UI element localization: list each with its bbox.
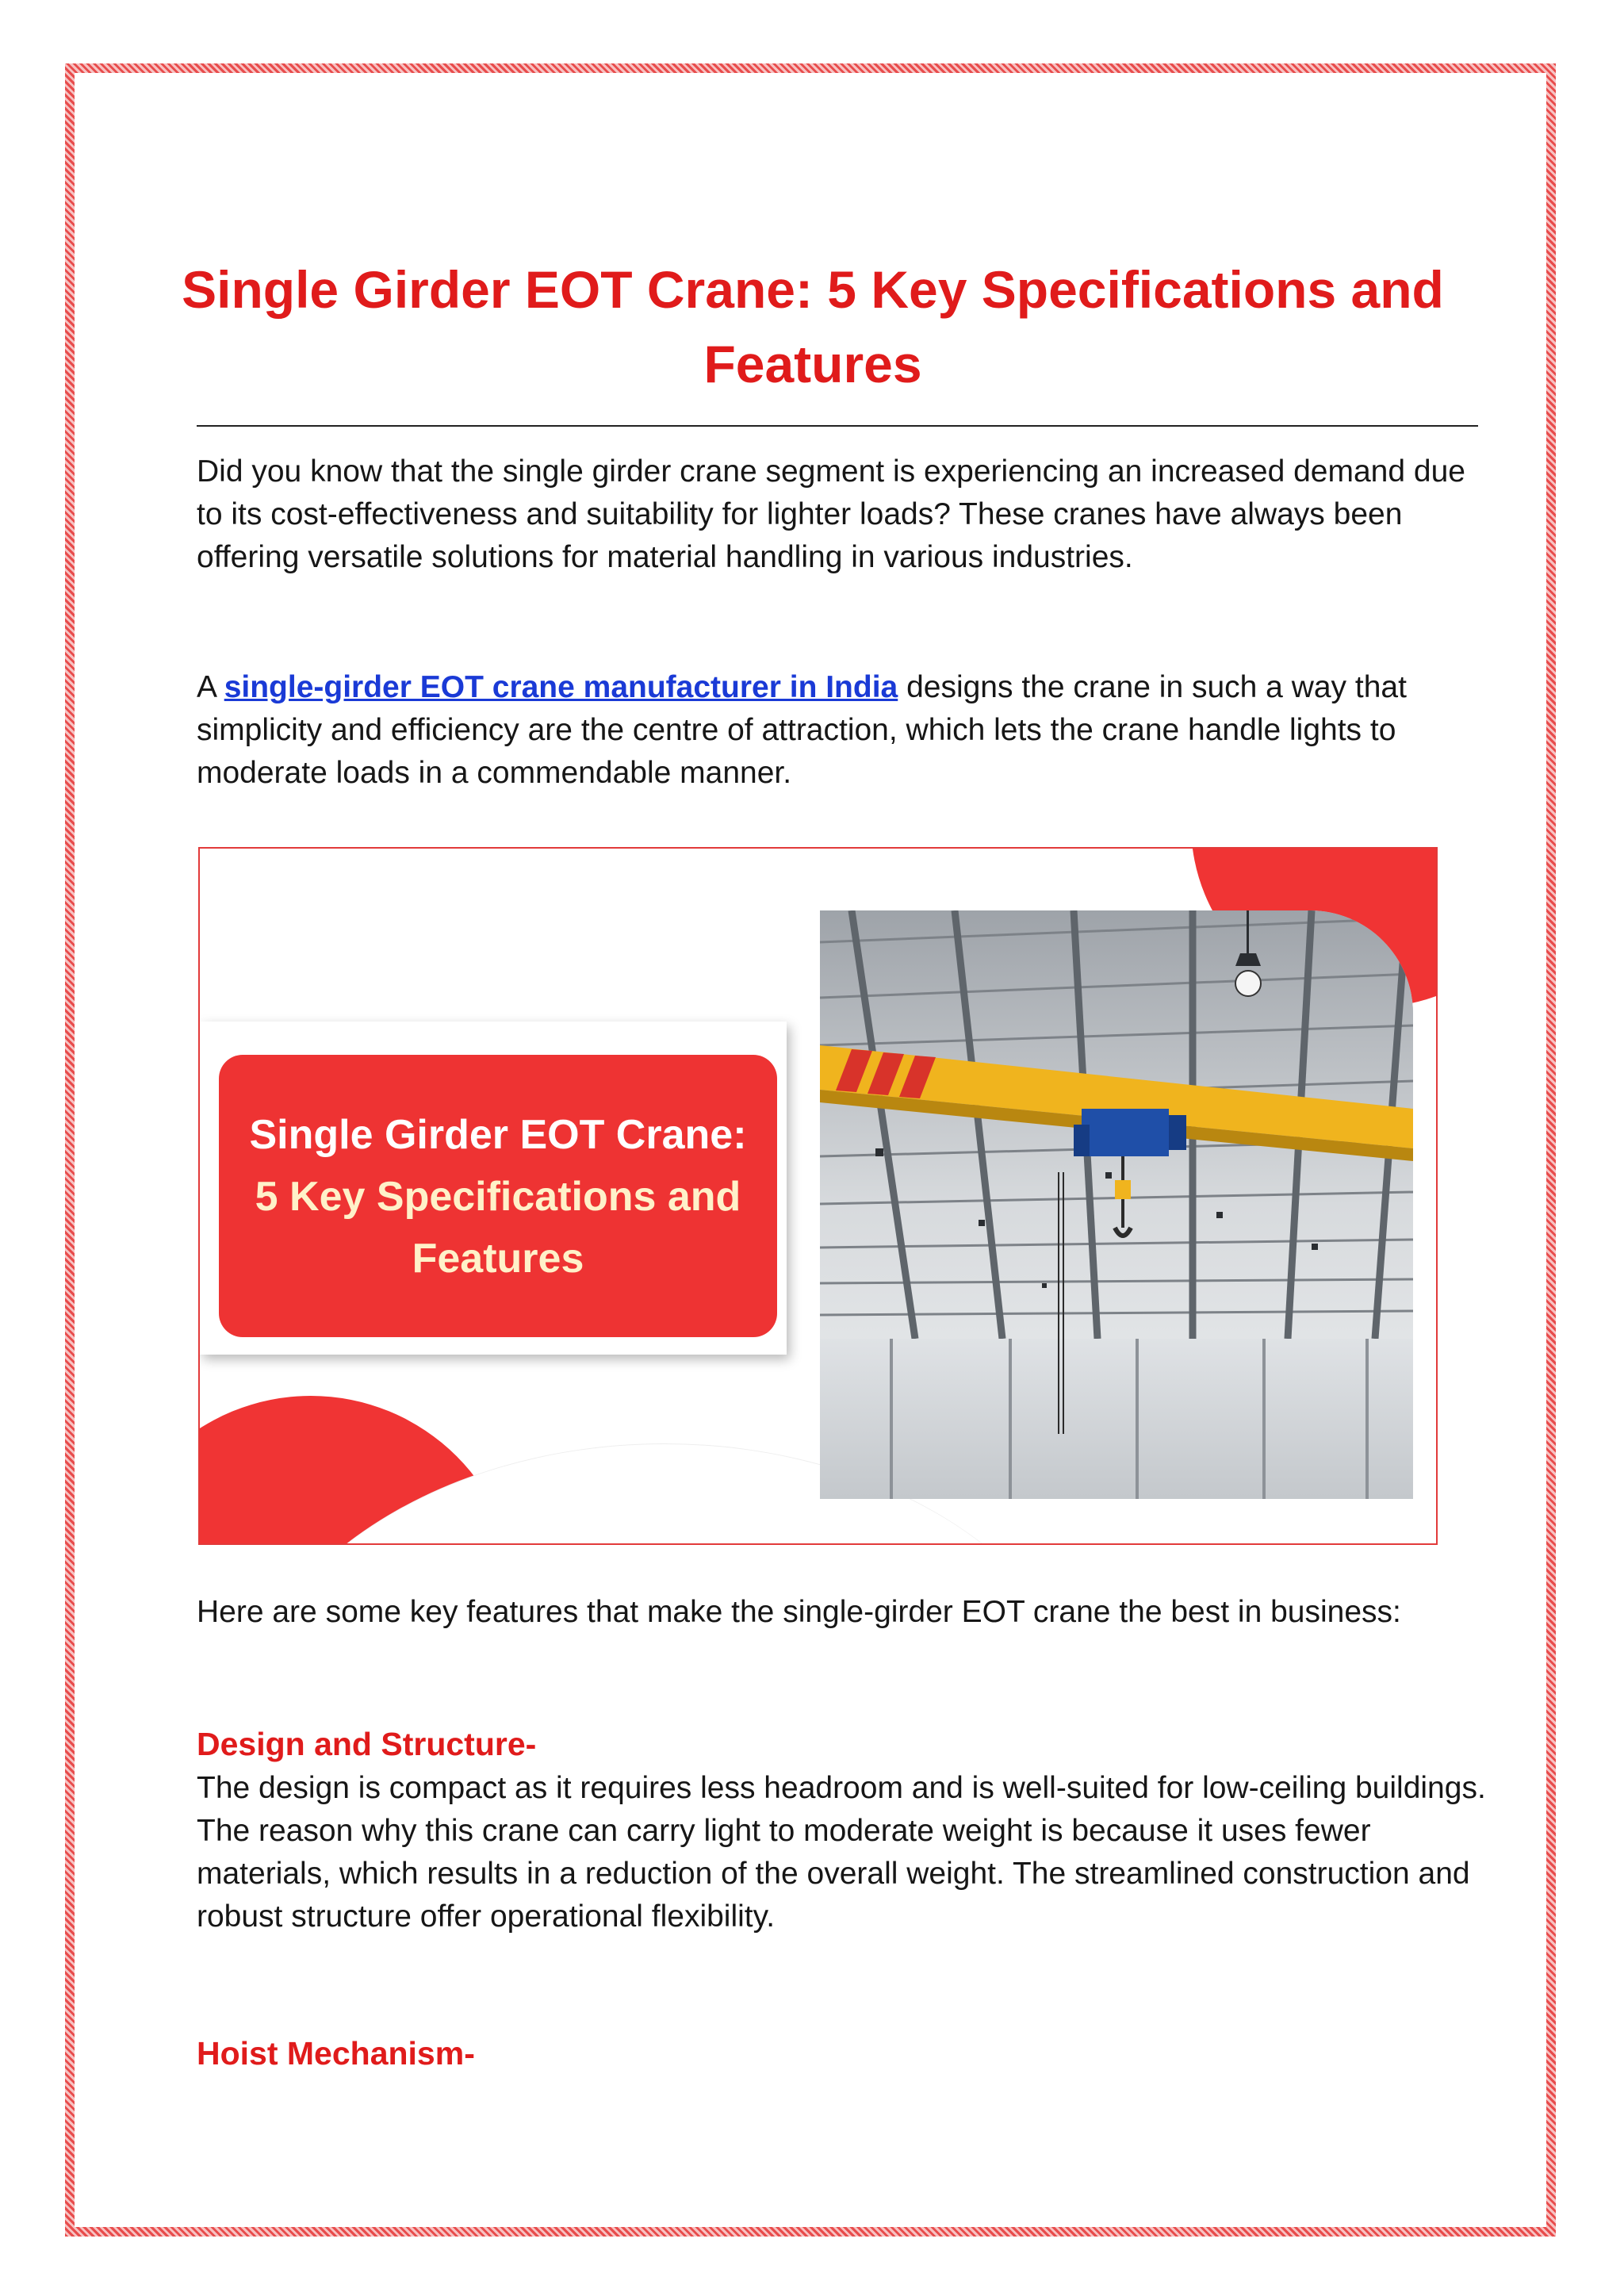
crane-illustration bbox=[820, 910, 1413, 1499]
banner-title-line-3: Features bbox=[412, 1236, 584, 1282]
manufacturer-paragraph bbox=[197, 666, 1497, 795]
overhead-crane-photo bbox=[820, 910, 1413, 1499]
section-body-design: The design is compact as it requires less headroom and is well-suited for low-ceiling buildings. The reason why this crane can carry light to moderate weight is because it uses fewer materials, which results in a reduction of the overall weight. The streamlined construction and robust structure offer operational flexibility. bbox=[197, 1771, 1486, 1934]
section-heading-design: Design and Structure- bbox=[197, 1726, 537, 1762]
banner-title-box bbox=[219, 1055, 777, 1337]
page-title: Single Girder EOT Crane: 5 Key Specifications and Features bbox=[182, 260, 1444, 393]
article-banner-image bbox=[198, 847, 1438, 1545]
paragraph-suffix: designs the crane in such a way that simplicity and efficiency are the centre of attraction, which lets the crane handle lights to moderate loads in a commendable manner. bbox=[197, 670, 1407, 790]
banner-title-line-2: 5 Key Specifications and bbox=[255, 1174, 741, 1220]
title-divider bbox=[197, 425, 1478, 427]
features-intro-paragraph: Here are some key features that make the single-girder EOT crane the best in business: bbox=[197, 1595, 1401, 1629]
section-heading-hoist: Hoist Mechanism- bbox=[197, 2035, 475, 2072]
manufacturer-link[interactable]: single-girder EOT crane manufacturer in India bbox=[224, 670, 898, 704]
paragraph-prefix: A bbox=[197, 670, 224, 704]
intro-paragraph: Did you know that the single girder crane segment is experiencing an increased demand due to its cost-effectiveness and suitability for lighter loads? These cranes have always been offering versatile solutions for material handling in various industries. bbox=[197, 454, 1465, 574]
banner-title-line-1: Single Girder EOT Crane: bbox=[249, 1112, 747, 1158]
